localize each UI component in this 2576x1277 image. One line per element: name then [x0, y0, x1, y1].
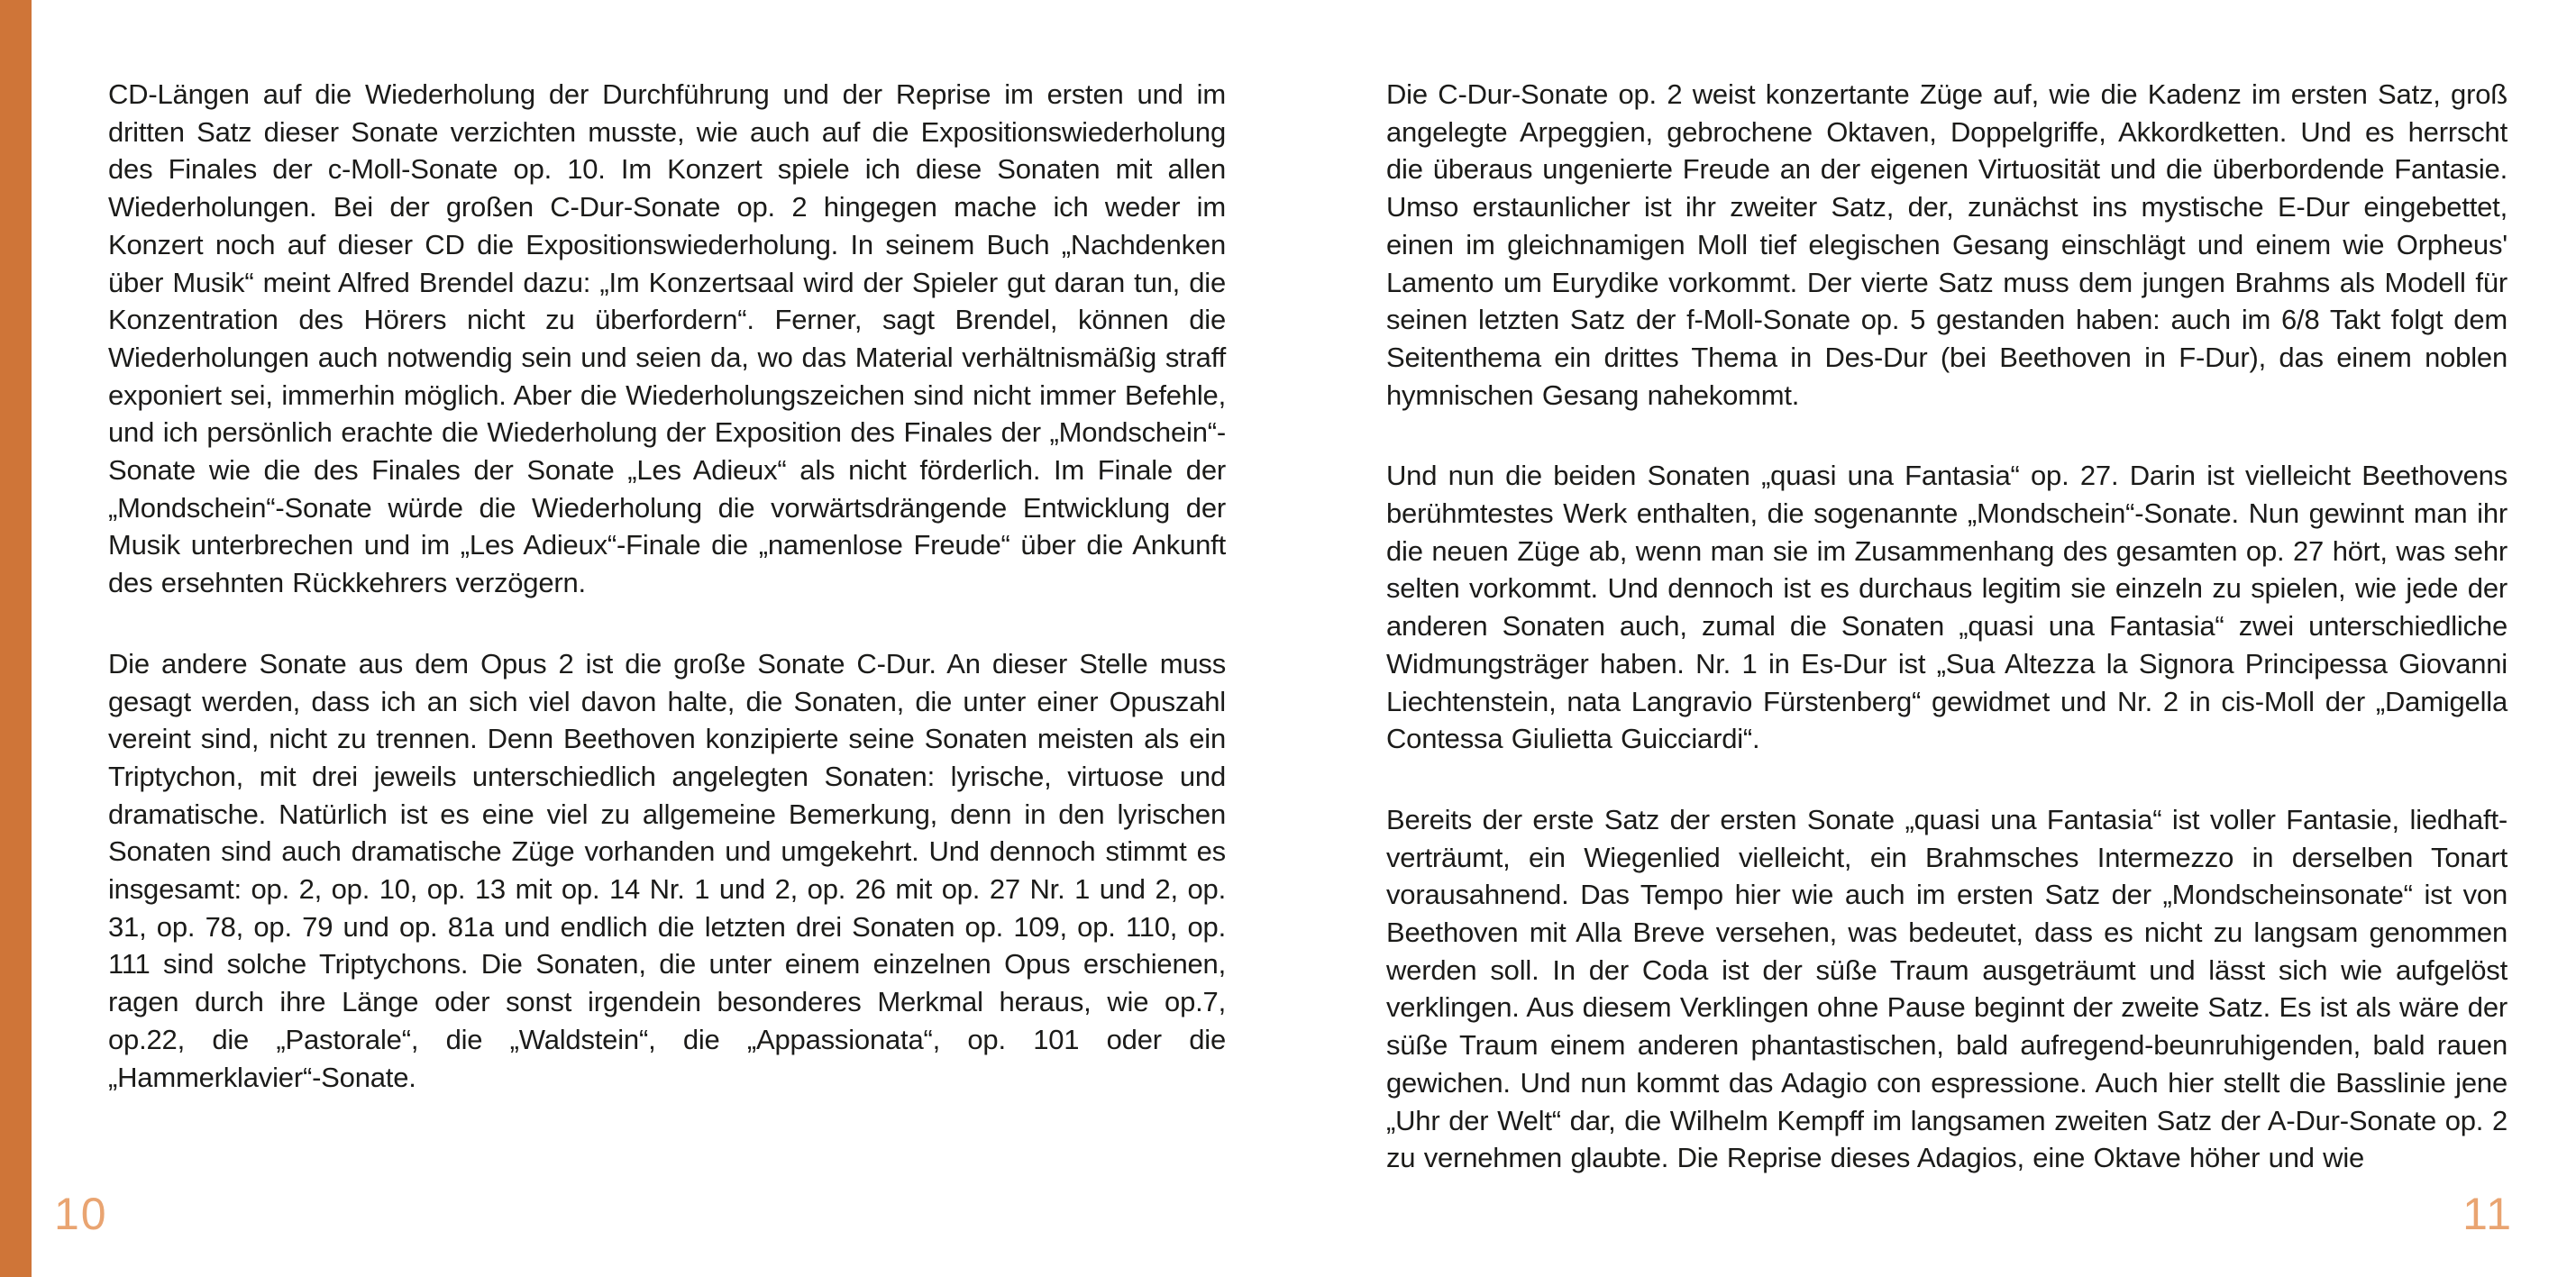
- body-paragraph: Die andere Sonate aus dem Opus 2 ist die große Sonate C-Dur. An dieser Stelle muss gesagt werden, dass ich an sich viel davon halte, die Sonaten, die unter einer Opuszahl vereint sind, nicht zu trennen. Denn Beethoven konzipierte seine Sonaten meisten als ein Triptychon, mit drei jeweils unterschiedlich angelegten Sonaten: lyrische, virtuose und dramatische. Natürlich ist es eine viel zu allgemeine Bemerkung, denn in den lyrischen Sonaten sind auch dramatische Züge vorhanden und umgekehrt. Und dennoch stimmt es insgesamt: op. 2, op. 10, op. 13 mit op. 14 Nr. 1 und 2, op. 26 mit op. 27 Nr. 1 und 2, op. 31, op. 78, op. 79 und op. 81a und endlich die letzten drei Sonaten op. 109, op. 110, op. 111 sind solche Triptychons. Die Sonaten, die unter einem einzelnen Opus erschienen, ragen durch ihre Länge oder sonst irgendein besonderes Merkmal heraus, wie op.7, op.22, die „Pastorale“, die „Waldstein“, die „Appassionata“, op. 101 oder die „Hammerklavier“-Sonate.: [108, 647, 1226, 1093]
- accent-bar: [0, 0, 32, 1277]
- body-paragraph: Und nun die beiden Sonaten „quasi una Fantasia“ op. 27. Darin ist vielleicht Beethovens berühmtestes Werk enthalten, die sogenannte „Mondschein“-Sonate. Nun gewinnt man ihr die neuen Züge ab, wenn man sie im Zusammenhang des gesamten op. 27 hört, was sehr selten vorkommt. Und dennoch ist es durchaus legitim sie einzeln zu spielen, wie jede der anderen Sonaten auch, zumal die Sonaten „quasi una Fantasia“ zwei unterschiedliche Widmungsträger haben. Nr. 1 in Es-Dur ist „Sua Altezza la Signora Principessa Giovanni Liechtenstein, nata Langravio Fürstenberg“ gewidmet und Nr. 2 in cis-Moll der „Damigella Contessa Giulietta Guicciardi“.: [1386, 460, 2507, 755]
- body-paragraph: Die C-Dur-Sonate op. 2 weist konzertante Züge auf, wie die Kadenz im ersten Satz, groß angelegte Arpeggien, gebrochene Oktaven, Doppelgriffe, Akkordketten. Und es herrscht die überaus ungenierte Freude an der eigenen Virtuosität und die überbordende Fantasie. Umso erstaunlicher ist ihr zweiter Satz, der, zunächst ins mystische E-Dur eingebettet, einen im gleichnamigen Moll tief elegischen Gesang einschlägt und einem wie Orpheus' Lamento um Eurydike vorkommt. Der vierte Satz muss dem jungen Brahms als Modell für seinen letzten Satz der f-Moll-Sonate op. 5 gestanden haben: auch im 6/8 Takt folgt dem Seitenthema ein drittes Thema in Des-Dur (bei Beethoven in F-Dur), das einem noblen hymnischen Gesang nahekommt.: [1386, 78, 2507, 411]
- page-number-left: 10: [54, 1189, 108, 1239]
- body-paragraph: CD-Längen auf die Wiederholung der Durchführung und der Reprise im ersten und im dritten Satz dieser Sonate verzichten musste, wie auch auf die Expositionswiederholung des Finales der c-Moll-Sonate op. 10. Im Konzert spiele ich diese Sonaten mit allen Wiederholungen. Bei der großen C-Dur-Sonate op. 2 hingegen mache ich weder im Konzert noch auf dieser CD die Expositionswiederholung. In seinem Buch „Nachdenken über Musik“ meint Alfred Brendel dazu: „Im Konzertsaal wird der Spieler gut daran tun, die Konzentration des Hörers nicht zu überfordern“. Ferner, sagt Brendel, können die Wiederholungen auch notwendig sein und seien da, wo das Material verhältnismäßig straff exponiert sei, immerhin möglich. Aber die Wiederholungszeichen sind nicht immer Befehle, und ich persönlich erachte die Wiederholung der Exposition des Finales der „Mondschein“-Sonate wie die des Finales der Sonate „Les Adieux“ als nicht förderlich. Im Finale der „Mondschein“-Sonate würde die Wiederholung die vorwärtsdrängende Entwicklung der Musik unterbrechen und im „Les Adieux“-Finale die „namenlose Freude“ über die Ankunft des ersehnten Rückkehrers verzögern.: [108, 78, 1226, 599]
- text-column-left: [108, 76, 1226, 1096]
- text-column-right: [1386, 76, 2507, 1177]
- page-left: [32, 0, 1284, 1277]
- page-number-right: 11: [2462, 1189, 2513, 1239]
- page-right: [1284, 0, 2576, 1277]
- body-paragraph: Bereits der erste Satz der ersten Sonate „quasi una Fantasia“ ist voller Fantasie, liedhaft-verträumt, ein Wiegenlied vielleicht, ein Brahmsches Intermezzo in derselben Tonart vorausahnend. Das Tempo hier wie auch im ersten Satz der „Mondscheinsonate“ ist von Beethoven mit Alla Breve versehen, was bedeutet, dass es nicht zu langsam genommen werden soll. In der Coda ist der süße Traum ausgeträumt und lässt sich wie aufgelöst verklingen. Aus diesem Verklingen ohne Pause beginnt der zweite Satz. Es ist als wäre der süße Traum einem anderen phantastischen, bald aufregend-beunruhigenden, bald rauen gewichen. Und nun kommt das Adagio con espressione. Auch hier stellt die Basslinie jene „Uhr der Welt“ dar, die Wilhelm Kempff im langsamen zweiten Satz der A-Dur-Sonate op. 2 zu vernehmen glaubte. Die Reprise dieses Adagios, eine Oktave höher und wie: [1386, 803, 2507, 1174]
